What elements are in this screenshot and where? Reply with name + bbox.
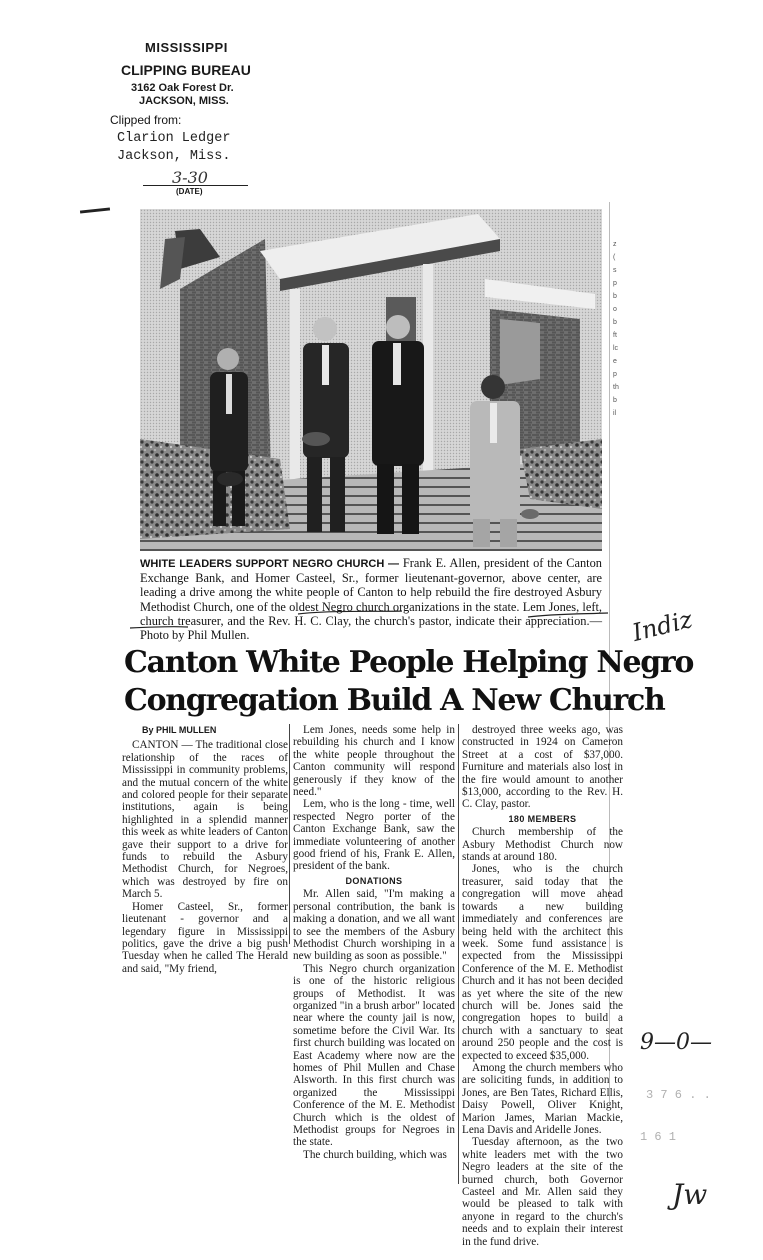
bureau-name-line1: MISSISSIPPI (145, 40, 228, 55)
paragraph: This Negro church organization is one of the historic religious groups of Methodist. It was organized "in a brush arbor" located near where the county jail is now, sometime before the Civil War. Its first church building was located on East Academy where now are the homes of Phil Mullen and Chase Alsworth. In this first church was organized the Mississippi Conference of the M. E. Methodist Church which is the oldest of Methodist groups for Negroes in the state. (293, 962, 455, 1149)
edge-glyph: lc (613, 345, 619, 352)
news-photo (140, 209, 602, 551)
article-column-1 (122, 724, 288, 975)
paragraph: Church membership of the Asbury Methodist Church now stands at around 180. (462, 826, 623, 864)
caption-text: Frank E. Allen, president of the Canton Exchange Bank, and Homer Casteel, Sr., former lieutenant-governor, above center, are leading a drive among the white people of Canton to help rebuild the fire destroyed Asbury Methodist Church, one of the oldest Negro church organizations in the state. Lem Jones, left, church treasurer, and the Rev. H. C. Clay, the church's pastor, indicate their appreciation.—Photo by Phil Mullen. (140, 556, 602, 643)
edge-glyph: b (613, 397, 617, 404)
headline-line2: Congregation Build A New Church (124, 683, 665, 718)
edge-glyph: ft (613, 332, 617, 339)
initials-handwriting: Jw (672, 1178, 708, 1211)
edge-glyph: ( (613, 254, 616, 261)
edge-glyph: th (613, 384, 619, 391)
source-city: Jackson, Miss. (117, 149, 231, 164)
subhead-members: 180 MEMBERS (508, 813, 577, 824)
subhead-donations: DONATIONS (345, 875, 403, 886)
paragraph: Lem Jones, needs some help in rebuilding his church and I know the white people throughout the Canton community will respond generously if they know of the need." (293, 724, 455, 799)
edge-glyph: b (613, 319, 617, 326)
article-column-3 (462, 724, 623, 1248)
margin-pen-mark (80, 207, 110, 213)
article-column-2 (293, 724, 455, 1161)
date-label: (DATE) (176, 187, 203, 196)
headline-line1: Canton White People Helping Negro (124, 645, 694, 680)
column-rule (289, 724, 290, 944)
file-code-handwriting: 9—0— (640, 1030, 712, 1055)
paragraph: The church building, which was (303, 1148, 447, 1161)
bureau-address: 3162 Oak Forest Dr. (131, 82, 234, 94)
faint-stamp-mark: 3 7 6 . . (646, 1088, 711, 1102)
edge-glyph: z (613, 241, 617, 248)
byline: By PHIL MULLEN (142, 725, 217, 735)
headline (124, 644, 693, 720)
pen-underlines (130, 596, 610, 646)
paragraph: Mr. Allen said, "I'm making a personal contribution, the bank is making a donation, and we all want to see the members of the Asbury Methodist Church worshiping in a new building as soon as possible." (293, 888, 455, 963)
date-underline (143, 185, 248, 186)
edge-glyph: il (613, 410, 617, 417)
handwritten-date: 3-30 (172, 168, 208, 187)
paragraph: Tuesday afternoon, as the two white leaders met with the two Negro leaders at the site of the burned church, both Governor Casteel and Mr. Allen said they would be pleased to talk with anyone in regard to the church's needs and to explain their interest in the fund drive. (462, 1136, 623, 1248)
adjacent-column-fragments (613, 238, 623, 420)
bureau-name-line2: CLIPPING BUREAU (121, 62, 251, 78)
bureau-city: JACKSON, MISS. (139, 95, 229, 107)
edge-glyph: e (613, 358, 617, 365)
source-paper: Clarion Ledger (117, 131, 231, 146)
edge-glyph: s (613, 267, 617, 274)
edge-glyph: p (613, 280, 617, 287)
edge-glyph: p (613, 371, 617, 378)
edge-glyph: b (613, 293, 617, 300)
paragraph: Homer Casteel, Sr., former lieutenant - governor and a legendary figure in Mississippi politics, gave the drive a big push Tuesday when he called The Herald and said, "My friend, (122, 900, 288, 975)
paragraph: CANTON — The traditional close relationship of the races of Mississippi in community problems, and the mutual concern of the white and colored people for their separate institutions, again is being highlighted in a splendid manner this week as white leaders of Canton gave their support to a drive for funds to rebuild the Asbury Methodist Church, for Negroes, which was destroyed by fire on March 5. (122, 739, 288, 901)
paragraph: Jones, who is the church treasurer, said today that the congregation will move ahead towards a new building immediately and conferences are being held with the architect this week. Some fund assistance is expected from the Mississippi Conference of the M. E. Methodist Church and it has not been decided as yet where the site of the new church will be. Jones said the congregation hopes to build a church with a sanctuary to seat around 250 people and the cost is expected to exceed $35,000. (462, 863, 623, 1062)
paragraph: Among the church members who are soliciting funds, in addition to Jones, are Ben Tates, Richard Ellis, Daisy Powell, Oliver Knight, Marion James, Marian Mackie, Lena Davis and Aridelle Jones. (462, 1061, 623, 1136)
caption-heading: WHITE LEADERS SUPPORT NEGRO CHURCH — (140, 558, 400, 570)
faint-stamp-mark: 1 6 1 (640, 1130, 677, 1144)
column-rule (458, 724, 459, 1184)
paragraph: Lem, who is the long - time, well respected Negro porter of the Canton Exchange Bank, saw the immediate volunteering of another good friend of his, Frank E. Allen, president of the bank. (293, 798, 455, 873)
clipped-from-label: Clipped from: (110, 113, 182, 127)
margin-handwriting: Indiz (629, 605, 696, 647)
paragraph: destroyed three weeks ago, was constructed in 1924 on Cameron Street at a cost of $37,000. Furniture and materials also lost in the fire would amount to another $13,000, according to the Rev. H. C. Clay, pastor. (462, 724, 623, 811)
edge-glyph: o (613, 306, 617, 313)
